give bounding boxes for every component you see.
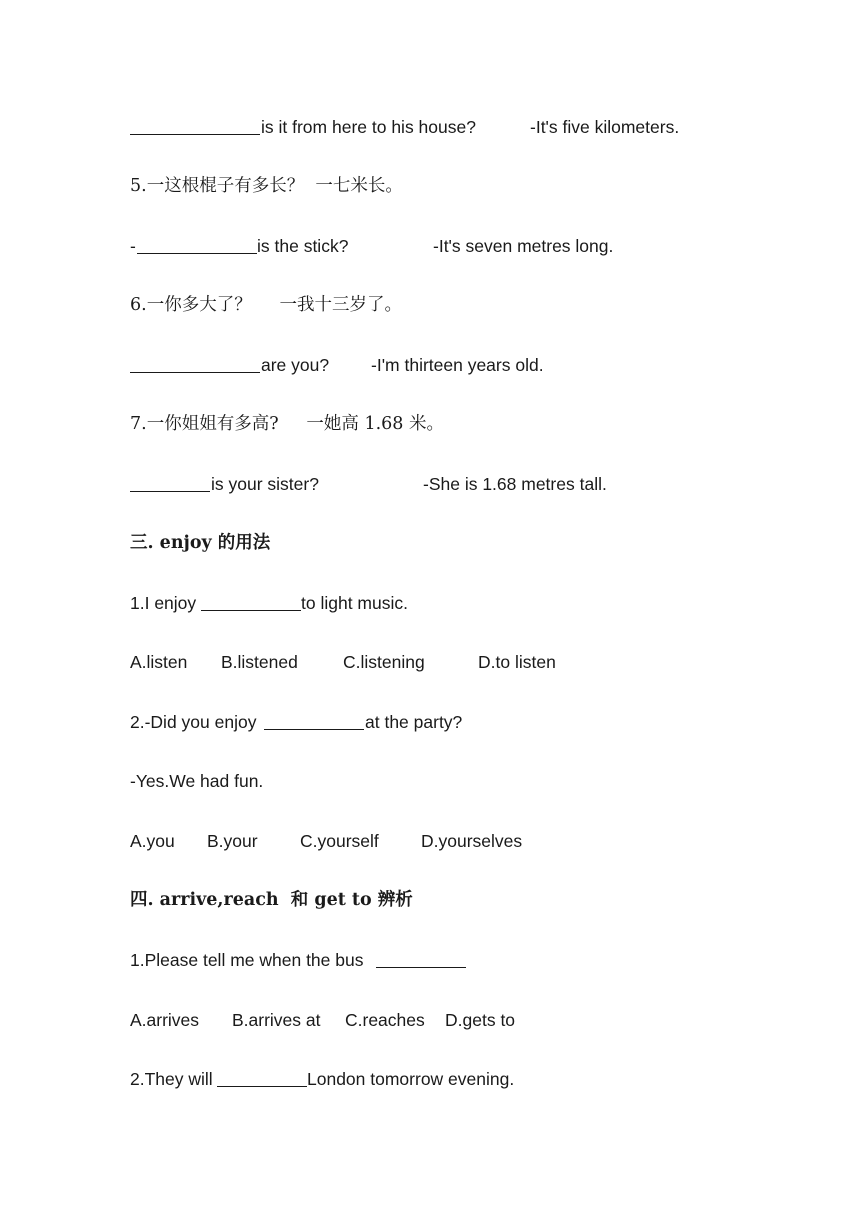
- question-enjoy-1: [130, 591, 408, 615]
- question-text: is the stick?: [257, 236, 349, 256]
- answer-blank: [264, 710, 364, 730]
- question-text: is your sister?: [211, 474, 319, 494]
- answer-blank: [217, 1067, 307, 1087]
- exercise-line-height: [130, 472, 607, 496]
- reply-text: -Yes.We had fun.: [130, 771, 264, 791]
- answer-text: -I'm thirteen years old.: [371, 355, 544, 375]
- answer-text: -She is 1.68 metres tall.: [423, 474, 607, 494]
- options-enjoy-2: [130, 829, 523, 853]
- question-suffix: to light music.: [301, 593, 408, 613]
- option-d: D.to listen: [478, 652, 556, 672]
- answer-blank: [130, 472, 210, 492]
- section-heading-enjoy: [130, 531, 271, 555]
- answer-blank: [137, 234, 257, 254]
- option-d: D.gets to: [445, 1010, 516, 1030]
- question-prefix: 1.Please tell me when the bus: [130, 950, 364, 970]
- dash-prefix: -: [130, 236, 136, 256]
- question-text: are you?: [261, 355, 330, 375]
- question-enjoy-2: [130, 710, 463, 734]
- question-text: is it from here to his house?: [261, 117, 476, 137]
- question-prefix: 2.They will: [130, 1069, 213, 1089]
- option-b: B.arrives at: [232, 1010, 321, 1030]
- option-c: C.reaches: [345, 1010, 425, 1030]
- heading-text: 三. enjoy 的用法: [130, 533, 271, 553]
- option-b: B.your: [207, 831, 258, 851]
- option-a: A.listen: [130, 652, 188, 672]
- option-c: C.yourself: [300, 831, 379, 851]
- answer-blank: [130, 353, 260, 373]
- option-b: B.listened: [221, 652, 298, 672]
- answer-text: -It's five kilometers.: [530, 117, 680, 137]
- options-enjoy-1: [130, 650, 556, 674]
- exercise-line-length: [130, 234, 614, 258]
- option-d: D.yourselves: [421, 831, 523, 851]
- answer-blank: [130, 115, 260, 135]
- question-prefix: 2.-Did you enjoy: [130, 712, 257, 732]
- question-suffix: London tomorrow evening.: [307, 1069, 515, 1089]
- question-prefix: 1.I enjoy: [130, 593, 197, 613]
- option-c: C.listening: [343, 652, 425, 672]
- exercise-line-age: [130, 353, 544, 377]
- question-arrive-1: [130, 948, 364, 972]
- option-a: A.arrives: [130, 1010, 200, 1030]
- answer-blank: [376, 948, 466, 968]
- question-arrive-2: [130, 1067, 515, 1091]
- dialogue-reply: [130, 769, 264, 793]
- question-suffix: at the party?: [365, 712, 463, 732]
- prompt-text: 5.一这根棍子有多长？ 一七米长。: [130, 176, 403, 196]
- exercise-prompt-5: [130, 174, 403, 198]
- option-a: A.you: [130, 831, 175, 851]
- exercise-line-distance: [130, 115, 680, 139]
- answer-blank: [201, 591, 301, 611]
- heading-text: 四. arrive,reach 和 get to 辨析: [130, 890, 413, 910]
- prompt-text: 7.一你姐姐有多高? 一她高 1.68 米。: [130, 414, 444, 434]
- section-heading-arrive: [130, 888, 413, 912]
- options-arrive-1: [130, 1008, 516, 1032]
- prompt-text: 6.一你多大了？ 一我十三岁了。: [130, 295, 403, 315]
- answer-text: -It's seven metres long.: [433, 236, 614, 256]
- exercise-prompt-6: [130, 293, 403, 317]
- exercise-prompt-7: [130, 412, 444, 436]
